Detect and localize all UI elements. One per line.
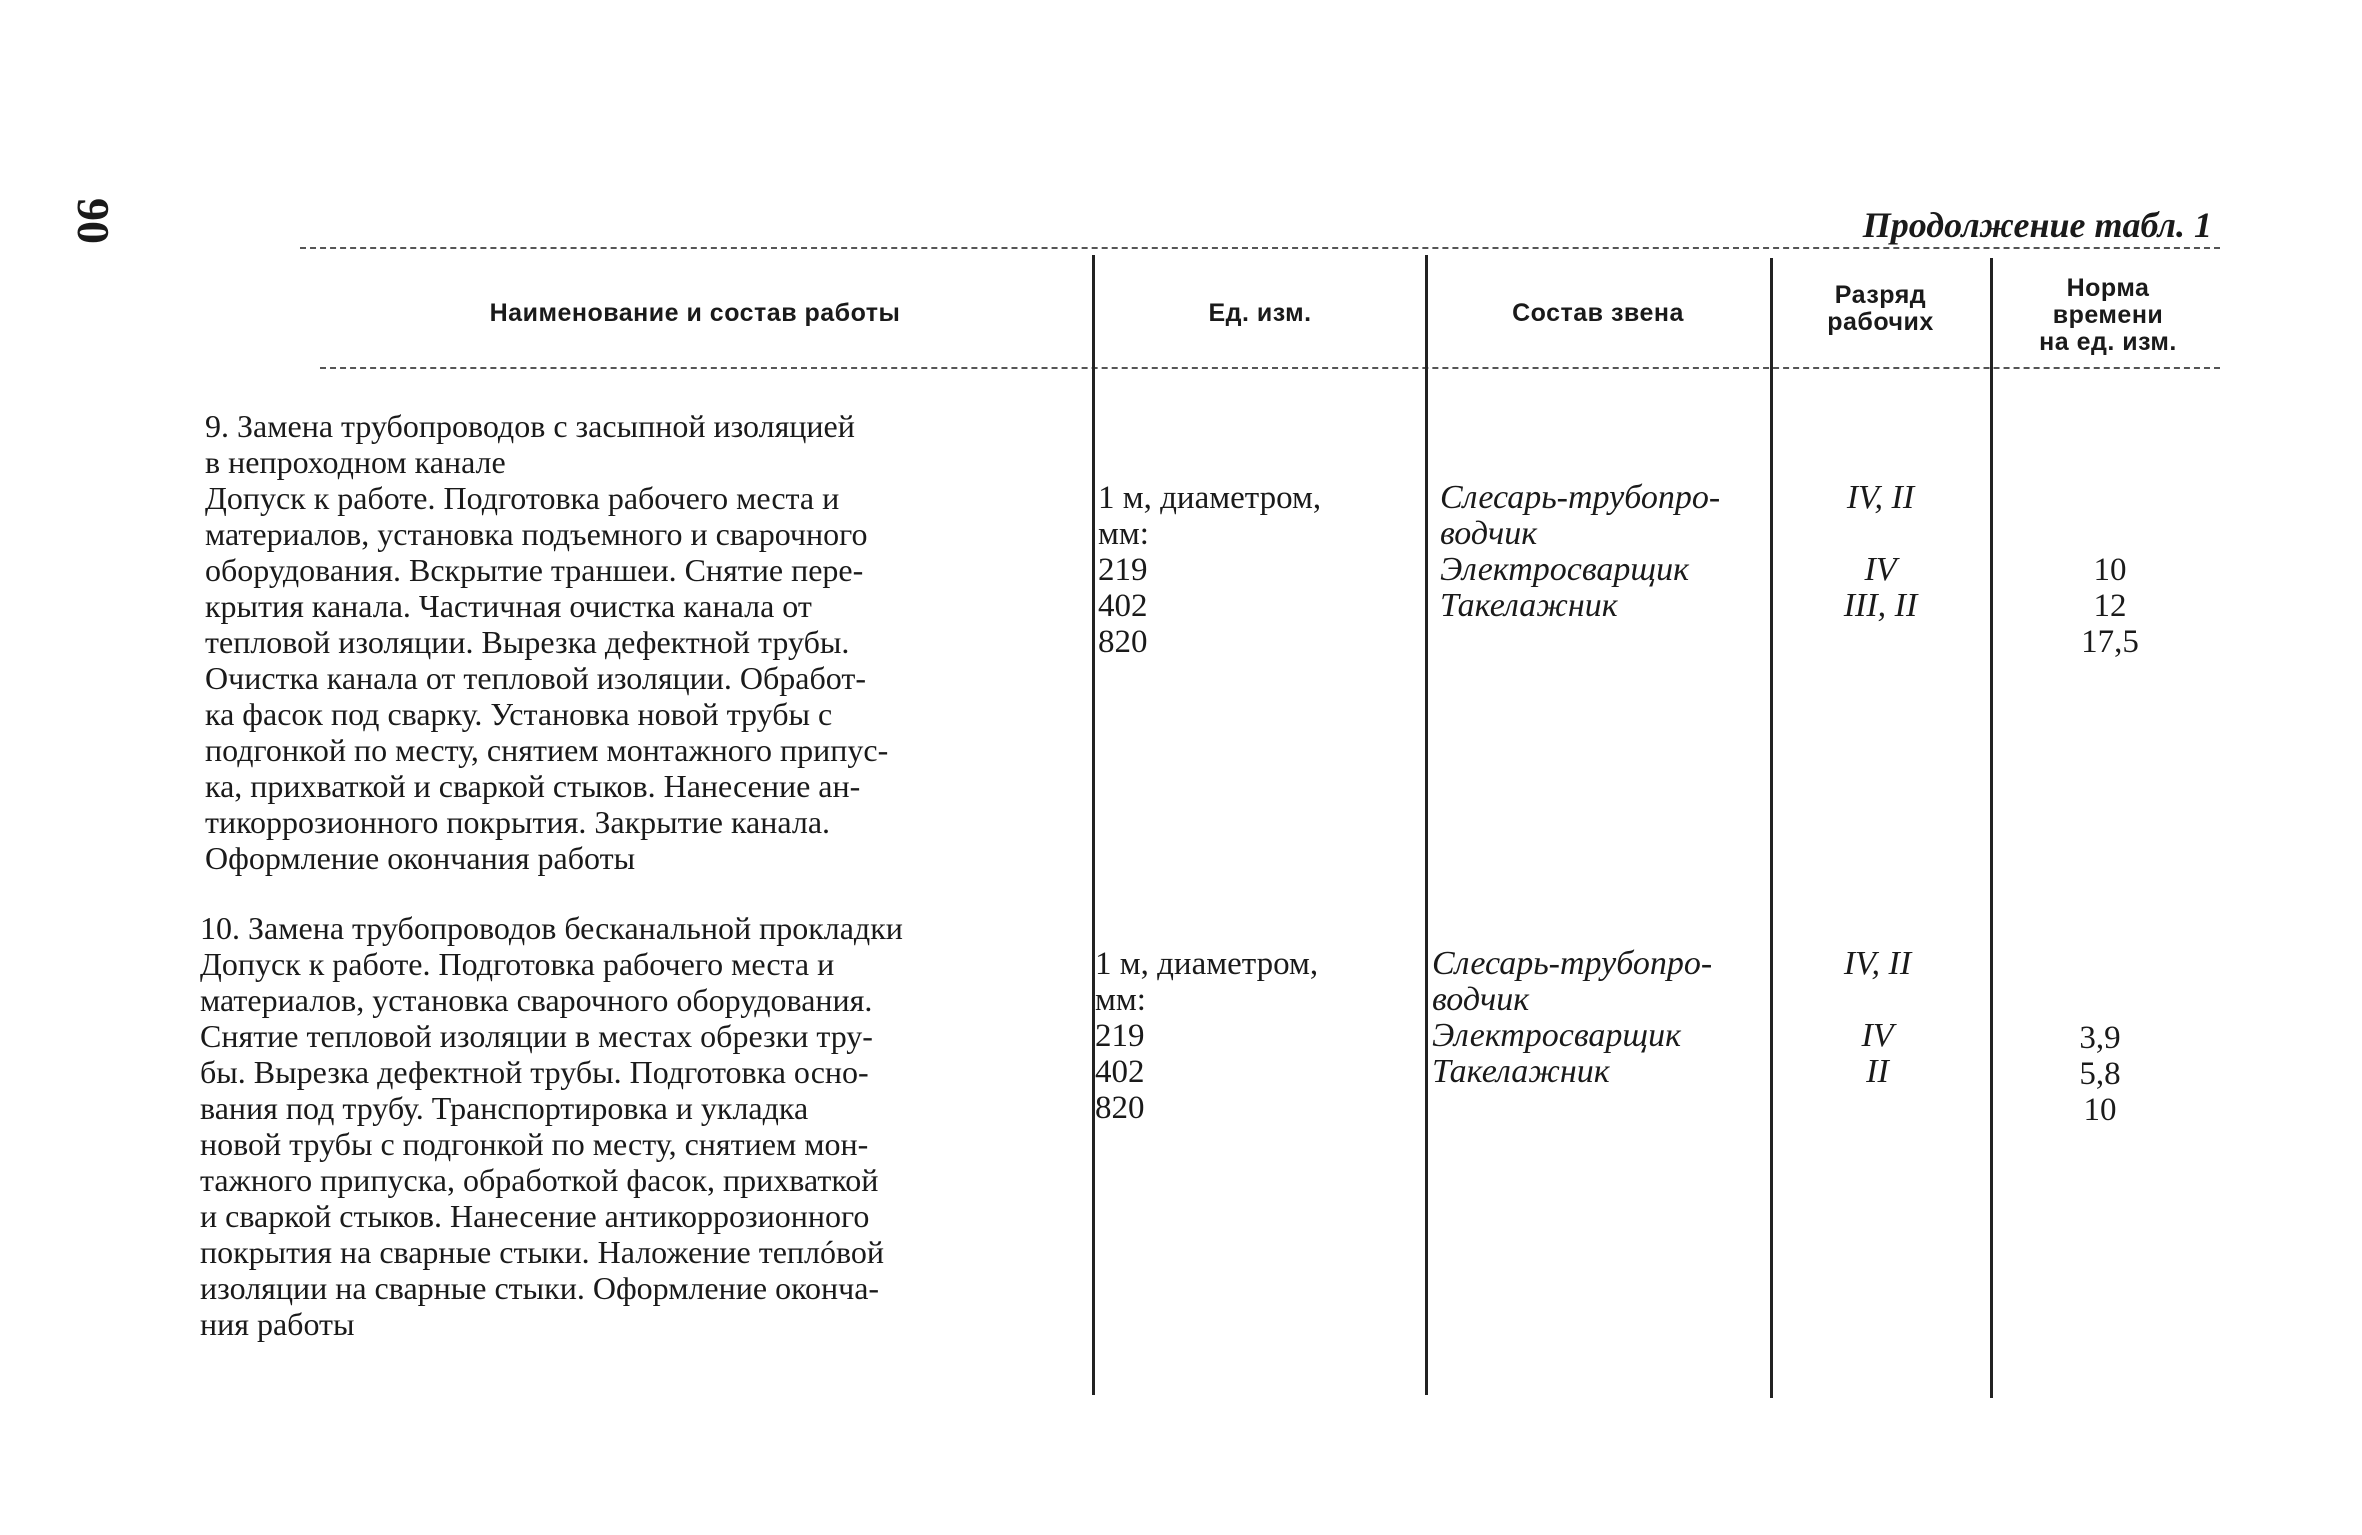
table-top-rule: [300, 247, 2220, 249]
row-1-title-line: в непроходном канале: [205, 444, 506, 480]
row-1-grade-value: III, II: [1843, 587, 1918, 624]
row-1-unit: [1098, 480, 1418, 660]
row-2-unit-line: мм:: [1095, 982, 1146, 1018]
header-grade-line2: рабочих: [1827, 308, 1934, 336]
row-1-title-line: 9. Замена трубопроводов с засыпной изоляцией: [205, 408, 855, 444]
row-2-diameter: 219: [1095, 1018, 1145, 1054]
row-2-desc-line: Допуск к работе. Подготовка рабочего места и: [200, 946, 835, 982]
row-1-desc-line: ка фасок под сварку. Установка новой трубы с: [205, 696, 833, 732]
header-norm-line1: Норма: [2066, 274, 2150, 302]
row-2-norm-value: 3,9: [2079, 1020, 2121, 1056]
row-2-crew: [1432, 946, 1762, 1090]
row-2-desc-line: Снятие тепловой изоляции в местах обрезки тру-: [200, 1018, 873, 1054]
row-2-crew-line: водчик: [1432, 981, 1530, 1018]
row-2-desc-line: вания под трубу. Транспортировка и укладка: [200, 1090, 809, 1126]
row-1-crew-line: Такелажник: [1440, 587, 1618, 624]
row-2-desc-line: ния работы: [200, 1306, 355, 1342]
row-1-unit-line: мм:: [1098, 516, 1149, 552]
header-bottom-rule: [320, 367, 2220, 369]
row-2-crew-line: Такелажник: [1432, 1053, 1610, 1090]
row-1-desc-line: ка, прихваткой и сваркой стыков. Нанесение ан-: [205, 768, 861, 804]
row-1-desc-line: крытия канала. Частичная очистка канала от: [205, 588, 812, 624]
row-2-unit-line: 1 м, диаметром,: [1095, 946, 1319, 982]
column-divider-3: [1770, 258, 1773, 1398]
row-2-grade-value: IV: [1861, 1017, 1894, 1054]
header-grade: [1773, 282, 1988, 336]
row-1-grade-value: IV, II: [1846, 479, 1915, 516]
row-2-title: [200, 910, 1080, 946]
row-1-norm-value: 12: [2093, 588, 2127, 624]
row-2-desc-line: бы. Вырезка дефектной трубы. Подготовка осно-: [200, 1054, 869, 1090]
header-name: Наименование и состав работы: [489, 299, 901, 327]
header-unit: Ед. изм.: [1208, 299, 1312, 327]
header-grade-line1: Разряд: [1834, 281, 1927, 309]
row-2-norm-value: 5,8: [2079, 1056, 2121, 1092]
row-1-crew-line: Электросварщик: [1440, 551, 1689, 588]
row-2-desc-line: новой трубы с подгонкой по месту, снятием мон-: [200, 1126, 869, 1162]
row-1-desc-line: подгонкой по месту, снятием монтажного припус-: [205, 732, 889, 768]
row-2-description: [200, 946, 1080, 1342]
row-1-norm-value: 10: [2093, 552, 2127, 588]
row-1-norm: [2020, 552, 2200, 660]
row-1-desc-line: Оформление окончания работы: [205, 840, 636, 876]
header-norm-line2: времени: [2052, 301, 2164, 329]
page-number: 90: [68, 198, 119, 244]
row-2-crew-line: Электросварщик: [1432, 1017, 1681, 1054]
row-2-diameter: 820: [1095, 1090, 1145, 1126]
row-1-desc-line: Очистка канала от тепловой изоляции. Обработ-: [205, 660, 866, 696]
row-1-crew-line: водчик: [1440, 515, 1538, 552]
row-1-title: [205, 408, 1075, 480]
table-continuation-label: Продолжение табл. 1: [1862, 205, 2212, 245]
row-2-desc-line: изоляции на сварные стыки. Оформление оконча-: [200, 1270, 880, 1306]
row-2-crew-line: Слесарь-трубопро-: [1432, 945, 1713, 982]
row-1-description: [205, 480, 1075, 876]
row-1-desc-line: тикоррозионного покрытия. Закрытие канала.: [205, 804, 831, 840]
row-1-diameter: 820: [1098, 624, 1148, 660]
row-2-grade-value: II: [1866, 1053, 1889, 1090]
column-divider-1: [1092, 255, 1095, 1395]
row-1-desc-line: тепловой изоляции. Вырезка дефектной трубы.: [205, 624, 850, 660]
row-1-desc-line: материалов, установка подъемного и сварочного: [205, 516, 868, 552]
row-2-desc-line: тажного припуска, обработкой фасок, прихваткой: [200, 1162, 879, 1198]
row-1-norm-value: 17,5: [2081, 624, 2139, 660]
row-2-norm: [2010, 1020, 2190, 1128]
row-2-title-line: 10. Замена трубопроводов бесканальной прокладки: [200, 910, 903, 946]
header-norm: [1993, 275, 2223, 356]
header-crew: Состав звена: [1512, 299, 1684, 327]
header-norm-line3: на ед. изм.: [2039, 328, 2177, 356]
row-1-crew-line: Слесарь-трубопро-: [1440, 479, 1721, 516]
row-2-desc-line: и сваркой стыков. Нанесение антикоррозионного: [200, 1198, 870, 1234]
row-2-norm-value: 10: [2083, 1092, 2117, 1128]
row-1-desc-line: оборудования. Вскрытие траншеи. Снятие пере-: [205, 552, 864, 588]
row-2-grade: [1770, 946, 1985, 1090]
row-1-grade-value: IV: [1864, 551, 1897, 588]
row-1-diameter: 219: [1098, 552, 1148, 588]
row-2-grade-value: IV, II: [1843, 945, 1912, 982]
column-divider-4: [1990, 258, 1993, 1398]
row-2-desc-line: материалов, установка сварочного оборудования.: [200, 982, 873, 1018]
row-2-unit: [1095, 946, 1415, 1126]
row-1-unit-line: 1 м, диаметром,: [1098, 480, 1322, 516]
row-2-diameter: 402: [1095, 1054, 1145, 1090]
row-2-desc-line: покрытия на сварные стыки. Наложение теплóвой: [200, 1234, 885, 1270]
row-1-crew: [1440, 480, 1765, 624]
row-1-desc-line: Допуск к работе. Подготовка рабочего места и: [205, 480, 840, 516]
column-divider-2: [1425, 255, 1428, 1395]
row-1-diameter: 402: [1098, 588, 1148, 624]
row-1-grade: [1773, 480, 1988, 624]
